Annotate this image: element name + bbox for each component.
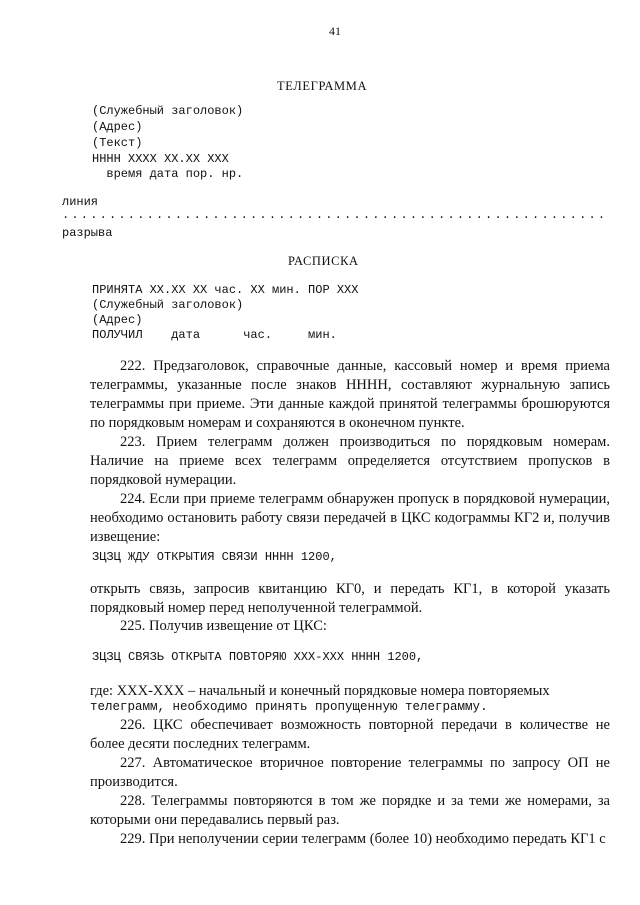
paragraph-222 bbox=[90, 357, 610, 433]
paragraph-text: 228. Телеграммы повторяются в том же порядке и за теми же номерами, за которыми они передавались первый раз. bbox=[90, 793, 610, 828]
telegram-line: (Служебный заголовок) bbox=[92, 104, 244, 118]
receipt-line: (Служебный заголовок) bbox=[92, 298, 244, 312]
paragraph-225-continued bbox=[90, 682, 610, 701]
receipt-line: (Адрес) bbox=[92, 313, 143, 327]
paragraph-text: 222. Предзаголовок, справочные данные, кассовый номер и время приема телеграммы, указанные после знаков НННН, составляют журнальную запись телеграммы при приеме. Эти данные каждой принятой телеграммы брошюруются по порядковым номерам и сохраняются в оконечном пункте. bbox=[90, 358, 610, 431]
code-line: ЗЦЗЦ ЖДУ ОТКРЫТИЯ СВЯЗИ НННН 1200, bbox=[92, 550, 337, 564]
paragraph-text: открыть связь, запросив квитанцию КГ0, и передать КГ1, в которой указать порядковый номер перед неполученной телеграммой. bbox=[90, 581, 610, 616]
paragraph-text: 229. При неполучении серии телеграмм (более 10) необходимо передать КГ1 с bbox=[120, 831, 606, 847]
paragraph-text: 223. Прием телеграмм должен производиться по порядковым номерам. Наличие на приеме всех телеграмм определяется отсутствием пропусков в порядковой нумерации. bbox=[90, 434, 610, 488]
paragraph-text-small: телеграмм, необходимо принять пропущенную телеграмму. bbox=[90, 700, 488, 714]
telegram-line: (Текст) bbox=[92, 136, 143, 150]
code-line: ЗЦЗЦ СВЯЗЬ ОТКРЫТА ПОВТОРЯЮ ХХХ-ХХХ НННН 1200, bbox=[92, 650, 424, 664]
paragraph-225 bbox=[90, 617, 610, 636]
receipt-line: ПОЛУЧИЛ дата час. мин. bbox=[92, 328, 337, 342]
paragraph-224-continued bbox=[90, 580, 610, 618]
paragraph-text: 225. Получив извещение от ЦКС: bbox=[120, 618, 327, 634]
paragraph-text: 224. Если при приеме телеграмм обнаружен пропуск в порядковой нумерации, необходимо остановить работу связи передачей в ЦКС кодограммы КГ2 и, получив извещение: bbox=[90, 491, 610, 545]
page-number: 41 bbox=[329, 24, 341, 38]
paragraph-text: 227. Автоматическое вторичное повторение телеграммы по запросу ОП не производится. bbox=[90, 755, 610, 790]
paragraph-226 bbox=[90, 716, 610, 754]
break-label: разрыва bbox=[62, 226, 113, 240]
telegram-line: (Адрес) bbox=[92, 120, 143, 134]
paragraph-223 bbox=[90, 433, 610, 490]
paragraph-text: где: ХХХ-ХХХ – начальный и конечный порядковые номера повторяемых bbox=[90, 683, 550, 699]
receipt-title: РАСПИСКА bbox=[288, 254, 359, 268]
paragraph-227 bbox=[90, 754, 610, 792]
paragraph-text: 226. ЦКС обеспечивает возможность повторной передачи в количестве не более десяти последних телеграмм. bbox=[90, 717, 610, 752]
break-dots: .......................................................... bbox=[62, 208, 608, 222]
paragraph-229 bbox=[90, 830, 610, 849]
paragraph-228 bbox=[90, 792, 610, 830]
paragraph-224 bbox=[90, 490, 610, 547]
telegram-title: ТЕЛЕГРАММА bbox=[277, 79, 368, 93]
telegram-line: время дата пор. нр. bbox=[92, 167, 244, 181]
receipt-line: ПРИНЯТА ХХ.ХХ ХХ час. ХХ мин. ПОР ХХХ bbox=[92, 283, 359, 297]
telegram-line: НННН ХХХХ ХХ.ХХ ХХХ bbox=[92, 152, 229, 166]
break-line-label: линия bbox=[62, 195, 99, 209]
